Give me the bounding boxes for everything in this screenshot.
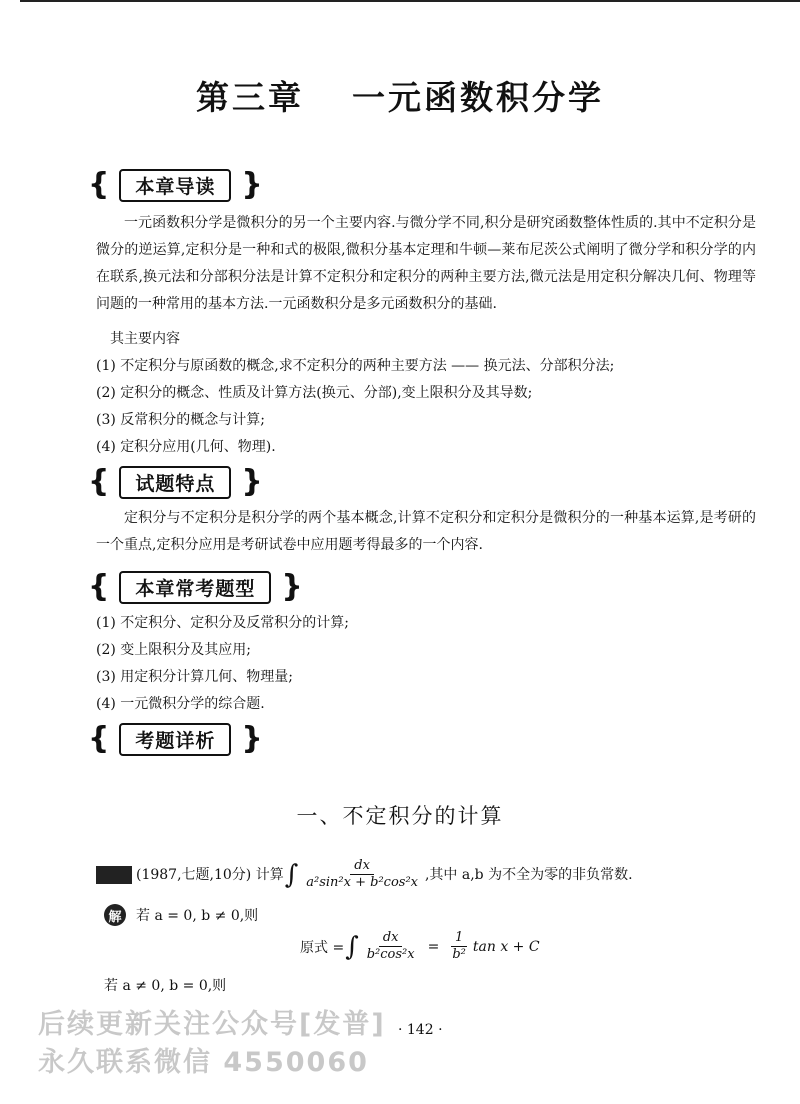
integral-sign-icon: ∫ (345, 931, 359, 962)
example-problem (96, 858, 633, 891)
example-source: (1987,七题,10分) 计算 (136, 866, 284, 883)
watermark-line-2: 永久联系微信 4550060 (38, 1047, 369, 1078)
features-paragraph: 定积分与不定积分是积分学的两个基本概念,计算不定积分和定积分是微积分的一种基本运算,是考研的一个重点,定积分应用是考研试卷中应用题考得最多的一个内容. (96, 510, 756, 553)
brace-left-icon: { (88, 167, 110, 202)
brace-left-icon: { (88, 721, 110, 756)
brace-right-icon: } (241, 167, 263, 202)
example-condition: ,其中 a,b 为不全为零的非负常数. (424, 866, 633, 883)
solution-case-1: 解 若 a = 0, b ≠ 0,则 (104, 904, 258, 926)
brace-right-icon: } (241, 721, 263, 756)
solution-formula: 原式 = ∫ $\frac{dx}{\text{b²cos²x}}$ = $\frac{1}{\text{b²}}$ tan x + C (300, 930, 540, 962)
brace-right-icon: } (241, 464, 263, 499)
list-item: (3) 反常积分的概念与计算; (96, 412, 265, 428)
section-banner-types (74, 569, 317, 604)
list-item: (1) 不定积分与原函数的概念,求不定积分的两种主要方法 —— 换元法、分部积分法; (96, 358, 615, 374)
guide-paragraph: 一元函数积分学是微积分的另一个主要内容.与微分学不同,积分是研究函数整体性质的.其中不定积分是微分的逆运算,定积分是一种和式的极限,微积分基本定理和牛顿—莱布尼茨公式阐明了微分学和积分学的内在联系,换元法和分部积分法是计算不定积分和定积分的两种主要方法,微元法是用定积分解决几何、物理等问题的一种常用的基本方法.一元函数积分是多元函数积分的基础. (96, 215, 756, 312)
brace-left-icon: { (88, 569, 110, 604)
solution-case-2: 若 a ≠ 0, b = 0,则 (104, 978, 227, 994)
type-list (96, 610, 756, 718)
list-item: (1) 不定积分、定积分及反常积分的计算; (96, 615, 349, 631)
section-banner-analysis (74, 721, 277, 756)
section-title-analysis: 考题详析 (119, 723, 231, 756)
chapter-number: 第三章 (196, 78, 304, 117)
subsection-heading: 一、不定积分的计算 (296, 804, 504, 828)
list-item: (2) 变上限积分及其应用; (96, 642, 251, 658)
section-banner-features (74, 464, 277, 499)
brace-right-icon: } (281, 569, 303, 604)
example-label-icon (96, 866, 132, 884)
chapter-title (0, 72, 800, 119)
chapter-name: 一元函数积分学 (352, 78, 604, 117)
page-number: · 142 · (398, 1022, 443, 1038)
section-title-guide: 本章导读 (119, 169, 231, 202)
solution-icon: 解 (104, 904, 126, 926)
brace-left-icon: { (88, 464, 110, 499)
section-title-types: 本章常考题型 (119, 571, 271, 604)
section-title-features: 试题特点 (119, 466, 231, 499)
list-item: (4) 定积分应用(几何、物理). (96, 439, 276, 455)
section-banner-guide (74, 167, 277, 202)
integrand-fraction: $\frac{dx}{\text{a²sin²x + b²cos²x}}$ (306, 858, 418, 890)
integral-sign-icon: ∫ (284, 859, 299, 890)
watermark-line-1: 后续更新关注公众号[发普] (38, 1009, 386, 1040)
main-content-heading: 其主要内容 (110, 331, 180, 347)
list-item: (3) 用定积分计算几何、物理量; (96, 669, 293, 685)
list-item: (2) 定积分的概念、性质及计算方法(换元、分部),变上限积分及其导数; (96, 385, 533, 401)
top-rule (20, 0, 800, 2)
list-item: (4) 一元微积分学的综合题. (96, 696, 265, 712)
main-content-list (96, 326, 756, 461)
